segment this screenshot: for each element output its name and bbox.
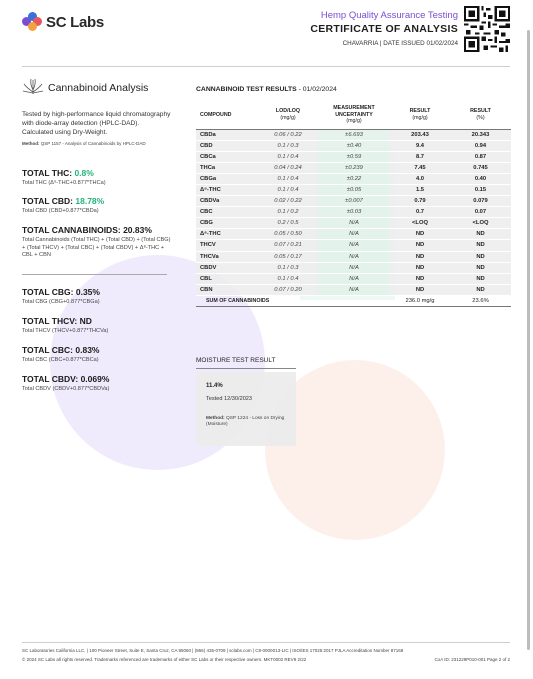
total-thcv bbox=[22, 316, 172, 336]
result-mg-cell: 8.7 bbox=[390, 151, 450, 162]
compound-cell: CBL bbox=[196, 273, 258, 284]
result-mg-cell: ND bbox=[390, 240, 450, 251]
moisture-divider bbox=[196, 368, 296, 369]
lod-loq-cell: 0.1 / 0.2 bbox=[258, 207, 318, 218]
lod-loq-cell: 0.2 / 0.5 bbox=[258, 218, 318, 229]
method-text: QSP 1157 - Analysis of Cannabinoids by HPLC-DAD bbox=[40, 141, 146, 146]
compound-cell: CBC bbox=[196, 207, 258, 218]
moisture-box bbox=[196, 372, 296, 446]
result-pct-cell: 0.94 bbox=[450, 140, 511, 151]
method-description: Tested by high-performance liquid chromatography with diode-array detection (HPLC-DAD). Calculated using Dry-Weight. bbox=[22, 111, 171, 136]
total-label: TOTAL CBC: bbox=[22, 345, 73, 355]
table-row bbox=[196, 140, 511, 151]
result-pct-cell: 0.15 bbox=[450, 184, 511, 195]
result-pct-cell: ND bbox=[450, 229, 511, 240]
total-formula: Total CBG (CBG+0.877*CBGa) bbox=[22, 299, 100, 305]
table-row bbox=[196, 129, 511, 140]
column-header: MEASUREMENT UNCERTAINTY (mg/g) bbox=[318, 104, 390, 129]
total-cannabinoids bbox=[22, 225, 172, 260]
uncertainty-cell: N/A bbox=[318, 262, 390, 273]
table-row bbox=[196, 273, 511, 284]
compound-cell: THCV bbox=[196, 240, 258, 251]
lod-loq-cell: 0.1 / 0.4 bbox=[258, 184, 318, 195]
lod-loq-cell: 0.1 / 0.4 bbox=[258, 151, 318, 162]
uncertainty-cell: ±0.239 bbox=[318, 162, 390, 173]
total-formula: Total THCV (THCV+0.877*THCVa) bbox=[22, 328, 109, 334]
result-mg-cell: ND bbox=[390, 229, 450, 240]
moisture-tested-date: Tested 12/30/2023 bbox=[206, 396, 253, 402]
result-pct-cell: ND bbox=[450, 262, 511, 273]
table-row bbox=[196, 184, 511, 195]
total-formula: Total THC (Δ⁹-THC+0.877*THCa) bbox=[22, 180, 106, 186]
result-pct-cell: ND bbox=[450, 284, 511, 295]
method-label: Method: bbox=[22, 141, 40, 146]
result-pct-cell: 0.745 bbox=[450, 162, 511, 173]
lod-loq-cell: 0.1 / 0.3 bbox=[258, 262, 318, 273]
result-pct-cell: 0.07 bbox=[450, 207, 511, 218]
table-row bbox=[196, 284, 511, 295]
uncertainty-cell: ±0.05 bbox=[318, 184, 390, 195]
result-pct-cell: 0.40 bbox=[450, 173, 511, 184]
total-label: TOTAL THC: bbox=[22, 168, 73, 178]
compound-cell: CBDV bbox=[196, 262, 258, 273]
total-formula: Total CBC (CBC+0.877*CBCa) bbox=[22, 357, 99, 363]
header-titles bbox=[310, 10, 458, 47]
table-row bbox=[196, 240, 511, 251]
brand-name: SC Labs bbox=[46, 13, 104, 31]
compound-cell: CBDa bbox=[196, 129, 258, 140]
sc-labs-logo-mark-icon bbox=[22, 12, 42, 32]
uncertainty-cell: ±0.40 bbox=[318, 140, 390, 151]
result-mg-cell: 203.43 bbox=[390, 129, 450, 140]
result-mg-cell: ND bbox=[390, 262, 450, 273]
result-mg-cell: 7.45 bbox=[390, 162, 450, 173]
moisture-value: 11.4% bbox=[206, 383, 223, 389]
total-cbc bbox=[22, 345, 172, 365]
lod-loq-cell: 0.02 / 0.22 bbox=[258, 196, 318, 207]
lod-loq-cell: 0.07 / 0.20 bbox=[258, 284, 318, 295]
footer-address: SC Laboratories California LLC. | 100 Pioneer Street, Suite E, Santa Cruz, CA 95060 | (866) 435-0709 | sclabs.com | C8-0000013-LIC | ISO/IES 17025:2017 PJLA Accreditation Number 87168 bbox=[22, 648, 404, 653]
total-value: 18.78% bbox=[75, 196, 105, 206]
uncertainty-cell: ±6.693 bbox=[318, 129, 390, 140]
total-thc bbox=[22, 168, 172, 188]
footer-divider bbox=[22, 642, 510, 643]
result-pct-cell: 0.87 bbox=[450, 151, 511, 162]
result-mg-cell: 1.5 bbox=[390, 184, 450, 195]
compound-cell: CBDVa bbox=[196, 196, 258, 207]
scrollbar[interactable] bbox=[527, 30, 530, 650]
total-formula: Total Cannabinoids (Total THC) + (Total CBD) + (Total CBG) + (Total THCV) + (Total CBC) + (Total CBDV) + Δ⁸-THC + CBL + CBN bbox=[22, 237, 171, 258]
compound-cell: Δ⁹-THC bbox=[196, 184, 258, 195]
footer-coa-id: CoA ID: 231229P010-001 Page 2 of 2 bbox=[434, 657, 510, 662]
result-pct-cell: ND bbox=[450, 240, 511, 251]
results-title-label: CANNABINOID TEST RESULTS bbox=[196, 86, 297, 93]
result-mg-cell: 0.7 bbox=[390, 207, 450, 218]
column-header: RESULT (%) bbox=[450, 104, 511, 129]
result-pct-cell: 0.079 bbox=[450, 196, 511, 207]
total-value: 0.069% bbox=[80, 374, 110, 384]
result-pct-cell: <LOQ bbox=[450, 218, 511, 229]
moisture-method bbox=[206, 416, 286, 429]
total-label: TOTAL CBD: bbox=[22, 196, 73, 206]
results-date: 01/02/2024 bbox=[302, 86, 337, 93]
compound-cell: THCVa bbox=[196, 251, 258, 262]
issue-line: CHAVARRIA | DATE ISSUED 01/02/2024 bbox=[342, 40, 458, 47]
moisture-title: MOISTURE TEST RESULT bbox=[196, 357, 276, 364]
footer-line-2 bbox=[22, 657, 510, 662]
uncertainty-cell: N/A bbox=[318, 251, 390, 262]
column-header: LOD/LOQ (mg/g) bbox=[258, 104, 318, 129]
results-table bbox=[196, 104, 511, 307]
total-value: 20.83% bbox=[123, 225, 152, 235]
sum-pct: 23.6% bbox=[450, 295, 511, 306]
sc-labs-logo bbox=[22, 12, 104, 32]
compound-cell: Δ⁸-THC bbox=[196, 229, 258, 240]
table-row bbox=[196, 251, 511, 262]
total-formula: Total CBD (CBD+0.877*CBDa) bbox=[22, 208, 99, 214]
sum-label: SUM OF CANNABINOIDS bbox=[196, 295, 390, 306]
result-pct-cell: ND bbox=[450, 251, 511, 262]
moisture-method-text: QSP 1224 - Loss on Drying (Moisture) bbox=[206, 416, 285, 428]
sum-mg: 236.0 mg/g bbox=[390, 295, 450, 306]
result-mg-cell: <LOQ bbox=[390, 218, 450, 229]
uncertainty-cell: N/A bbox=[318, 218, 390, 229]
column-header: RESULT (mg/g) bbox=[390, 104, 450, 129]
totals-divider bbox=[22, 274, 167, 275]
result-pct-cell: 20.343 bbox=[450, 129, 511, 140]
table-row bbox=[196, 262, 511, 273]
header-tagline: Hemp Quality Assurance Testing bbox=[320, 10, 458, 21]
results-title: CANNABINOID TEST RESULTS - 01/02/2024 bbox=[196, 86, 337, 93]
qr-code-icon bbox=[464, 6, 510, 52]
table-row bbox=[196, 229, 511, 240]
total-label: TOTAL CBDV: bbox=[22, 374, 79, 384]
footer-line-1 bbox=[22, 648, 510, 653]
uncertainty-cell: ±0.59 bbox=[318, 151, 390, 162]
table-row bbox=[196, 218, 511, 229]
column-header: COMPOUND bbox=[196, 104, 258, 129]
uncertainty-cell: ±0.22 bbox=[318, 173, 390, 184]
table-row bbox=[196, 151, 511, 162]
table-row bbox=[196, 196, 511, 207]
compound-cell: CBD bbox=[196, 140, 258, 151]
lod-loq-cell: 0.04 / 0.24 bbox=[258, 162, 318, 173]
sum-row bbox=[196, 295, 511, 306]
uncertainty-cell: N/A bbox=[318, 284, 390, 295]
method-line bbox=[22, 141, 146, 146]
total-label: TOTAL CBG: bbox=[22, 287, 74, 297]
lod-loq-cell: 0.1 / 0.4 bbox=[258, 273, 318, 284]
result-mg-cell: ND bbox=[390, 284, 450, 295]
compound-cell: CBCa bbox=[196, 151, 258, 162]
cannabis-leaf-icon bbox=[22, 78, 44, 96]
result-mg-cell: ND bbox=[390, 251, 450, 262]
moisture-method-label: Method: bbox=[206, 416, 225, 421]
uncertainty-cell: N/A bbox=[318, 240, 390, 251]
total-value: 0.8% bbox=[74, 168, 94, 178]
header-divider bbox=[22, 66, 510, 67]
total-cbg bbox=[22, 287, 172, 307]
total-value: 0.35% bbox=[75, 287, 100, 297]
result-pct-cell: ND bbox=[450, 273, 511, 284]
result-mg-cell: 4.0 bbox=[390, 173, 450, 184]
compound-cell: CBG bbox=[196, 218, 258, 229]
lod-loq-cell: 0.05 / 0.50 bbox=[258, 229, 318, 240]
total-value: ND bbox=[79, 316, 92, 326]
result-mg-cell: 9.4 bbox=[390, 140, 450, 151]
footer-copyright: © 2024 SC Labs all rights reserved. Trademarks referenced are trademarks of either SC Labs or their respective owners. MKT0002 REV9 2/22 bbox=[22, 657, 307, 662]
compound-cell: CBN bbox=[196, 284, 258, 295]
uncertainty-cell: ±0.007 bbox=[318, 196, 390, 207]
total-label: TOTAL THCV: bbox=[22, 316, 78, 326]
uncertainty-cell: N/A bbox=[318, 229, 390, 240]
table-row bbox=[196, 162, 511, 173]
total-value: 0.83% bbox=[75, 345, 100, 355]
result-mg-cell: ND bbox=[390, 273, 450, 284]
table-row bbox=[196, 173, 511, 184]
section-title: Cannabinoid Analysis bbox=[48, 82, 149, 94]
total-formula: Total CBDV (CBDV+0.877*CBDVa) bbox=[22, 386, 110, 392]
results-header-row bbox=[196, 104, 511, 129]
lod-loq-cell: 0.07 / 0.21 bbox=[258, 240, 318, 251]
table-row bbox=[196, 207, 511, 218]
lod-loq-cell: 0.1 / 0.4 bbox=[258, 173, 318, 184]
total-label: TOTAL CANNABINOIDS: bbox=[22, 225, 121, 235]
uncertainty-cell: N/A bbox=[318, 273, 390, 284]
compound-cell: THCa bbox=[196, 162, 258, 173]
total-cbdv bbox=[22, 374, 172, 394]
uncertainty-cell: ±0.03 bbox=[318, 207, 390, 218]
document-title: CERTIFICATE OF ANALYSIS bbox=[310, 23, 458, 35]
lod-loq-cell: 0.05 / 0.17 bbox=[258, 251, 318, 262]
result-mg-cell: 0.79 bbox=[390, 196, 450, 207]
compound-cell: CBGa bbox=[196, 173, 258, 184]
lod-loq-cell: 0.1 / 0.3 bbox=[258, 140, 318, 151]
total-cbd bbox=[22, 196, 172, 216]
lod-loq-cell: 0.06 / 0.22 bbox=[258, 129, 318, 140]
